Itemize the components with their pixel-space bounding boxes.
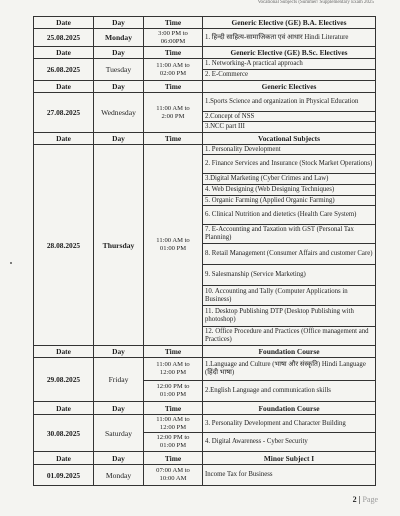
header-row: [34, 133, 376, 145]
page-header-text: Vocational Subjects (Summer/ Supplementary Exam 2025: [257, 0, 374, 5]
exam-day: Monday: [94, 29, 144, 47]
exam-schedule-table: [33, 16, 376, 486]
time-header: Time: [144, 402, 203, 415]
date-header: Date: [34, 346, 94, 358]
exam-date: 01.09.2025: [34, 465, 94, 486]
subject-name: 1.Language and Culture (भाषा और संस्कृति) Hindi Language (हिंदी भाषा): [203, 358, 376, 381]
subject-name: 9. Salesmanship (Service Marketing): [203, 265, 376, 286]
subject-name: 10. Accounting and Tally (Computer Applications in Business): [203, 286, 376, 306]
day-header: Day: [94, 47, 144, 59]
time-header: Time: [144, 133, 203, 145]
schedule-row: [34, 59, 376, 70]
subject-group-header: Generic Electives: [203, 81, 376, 93]
exam-time: 11:00 AM to 12:00 PM: [144, 415, 203, 433]
date-header: Date: [34, 17, 94, 29]
subject-name: 1.Sports Science and organization in Physical Education: [203, 93, 376, 112]
day-header: Day: [94, 346, 144, 358]
schedule-row: [34, 358, 376, 381]
subject-name: 4. Digital Awareness - Cyber Security: [203, 433, 376, 452]
subject-name: 5. Organic Farming (Applied Organic Farming): [203, 196, 376, 206]
subject-name: 3.Digital Marketing (Cyber Crimes and Law): [203, 174, 376, 185]
subject-name: 3.NCC part III: [203, 122, 376, 133]
subject-name: Income Tax for Business: [203, 465, 376, 486]
subject-name: 2.English Language and communication skills: [203, 381, 376, 402]
exam-time: 12:00 PM to 01:00 PM: [144, 381, 203, 402]
schedule-row: [34, 145, 376, 155]
schedule-row: [34, 465, 376, 486]
day-header: Day: [94, 17, 144, 29]
day-header: Day: [94, 452, 144, 465]
day-header: Day: [94, 402, 144, 415]
subject-group-header: Generic Elective (GE) B.A. Electives: [203, 17, 376, 29]
subject-name: 12. Office Procedure and Practices (Office management and Practices): [203, 327, 376, 346]
subject-name: 7. E-Accounting and Taxation with GST (Personal Tax Planning): [203, 225, 376, 244]
subject-name: 4. Web Designing (Web Designing Techniques): [203, 185, 376, 196]
date-header: Date: [34, 81, 94, 93]
exam-time: 12:00 PM to 01:00 PM: [144, 433, 203, 452]
exam-time: 11:00 AM to 01:00 PM: [144, 145, 203, 346]
subject-name: 1. Networking-A practical approach: [203, 59, 376, 70]
exam-day: Friday: [94, 358, 144, 402]
subject-name: 2.Concept of NSS: [203, 112, 376, 122]
schedule-row: [34, 93, 376, 112]
exam-time: 07:00 AM to 10:00 AM: [144, 465, 203, 486]
subject-group-header: Generic Elective (GE) B.Sc. Electives: [203, 47, 376, 59]
exam-day: Monday: [94, 465, 144, 486]
page-label: Page: [362, 495, 378, 504]
exam-date: 27.08.2025: [34, 93, 94, 133]
exam-time: 11:00 AM to 2:00 PM: [144, 93, 203, 133]
date-header: Date: [34, 133, 94, 145]
subject-name: 1. Personality Development: [203, 145, 376, 155]
schedule-row: [34, 415, 376, 433]
subject-name: 2. Finance Services and Insurance (Stock Market Operations): [203, 155, 376, 174]
exam-day: Thursday: [94, 145, 144, 346]
exam-date: 28.08.2025: [34, 145, 94, 346]
subject-name: 3. Personality Development and Character Building: [203, 415, 376, 433]
exam-day: Wednesday: [94, 93, 144, 133]
subject-group-header: Foundation Course: [203, 402, 376, 415]
scan-mark: [10, 262, 12, 264]
exam-date: 29.08.2025: [34, 358, 94, 402]
subject-name: 6. Clinical Nutrition and dietetics (Health Care System): [203, 206, 376, 225]
header-row: [34, 17, 376, 29]
date-header: Date: [34, 47, 94, 59]
page-footer: [353, 495, 378, 504]
time-header: Time: [144, 17, 203, 29]
header-row: [34, 402, 376, 415]
subject-name: 8. Retail Management (Consumer Affairs and customer Care): [203, 244, 376, 265]
time-header: Time: [144, 81, 203, 93]
header-row: [34, 346, 376, 358]
subject-name: 11. Desktop Publishing DTP (Desktop Publishing with photoshop): [203, 306, 376, 327]
time-header: Time: [144, 47, 203, 59]
header-row: [34, 452, 376, 465]
exam-date: 26.08.2025: [34, 59, 94, 81]
exam-day: Tuesday: [94, 59, 144, 81]
exam-time: 11:00 AM to 02:00 PM: [144, 59, 203, 81]
exam-time: 11:00 AM to 12:00 PM: [144, 358, 203, 381]
exam-date: 25.08.2025: [34, 29, 94, 47]
subject-group-header: Minor Subject I: [203, 452, 376, 465]
time-header: Time: [144, 452, 203, 465]
schedule-row: [34, 29, 376, 47]
day-header: Day: [94, 81, 144, 93]
day-header: Day: [94, 133, 144, 145]
date-header: Date: [34, 452, 94, 465]
subject-group-header: Vocational Subjects: [203, 133, 376, 145]
exam-date: 30.08.2025: [34, 415, 94, 452]
subject-name: 1. हिन्दी साहित्य-सामाजिकता एवं आधार Hindi Literature: [203, 29, 376, 47]
exam-time: 3:00 PM to 06:00PM: [144, 29, 203, 47]
time-header: Time: [144, 346, 203, 358]
exam-day: Saturday: [94, 415, 144, 452]
subject-name: 2. E-Commerce: [203, 70, 376, 81]
date-header: Date: [34, 402, 94, 415]
subject-group-header: Foundation Course: [203, 346, 376, 358]
header-row: [34, 81, 376, 93]
header-row: [34, 47, 376, 59]
page-number: 2 |: [352, 495, 361, 504]
